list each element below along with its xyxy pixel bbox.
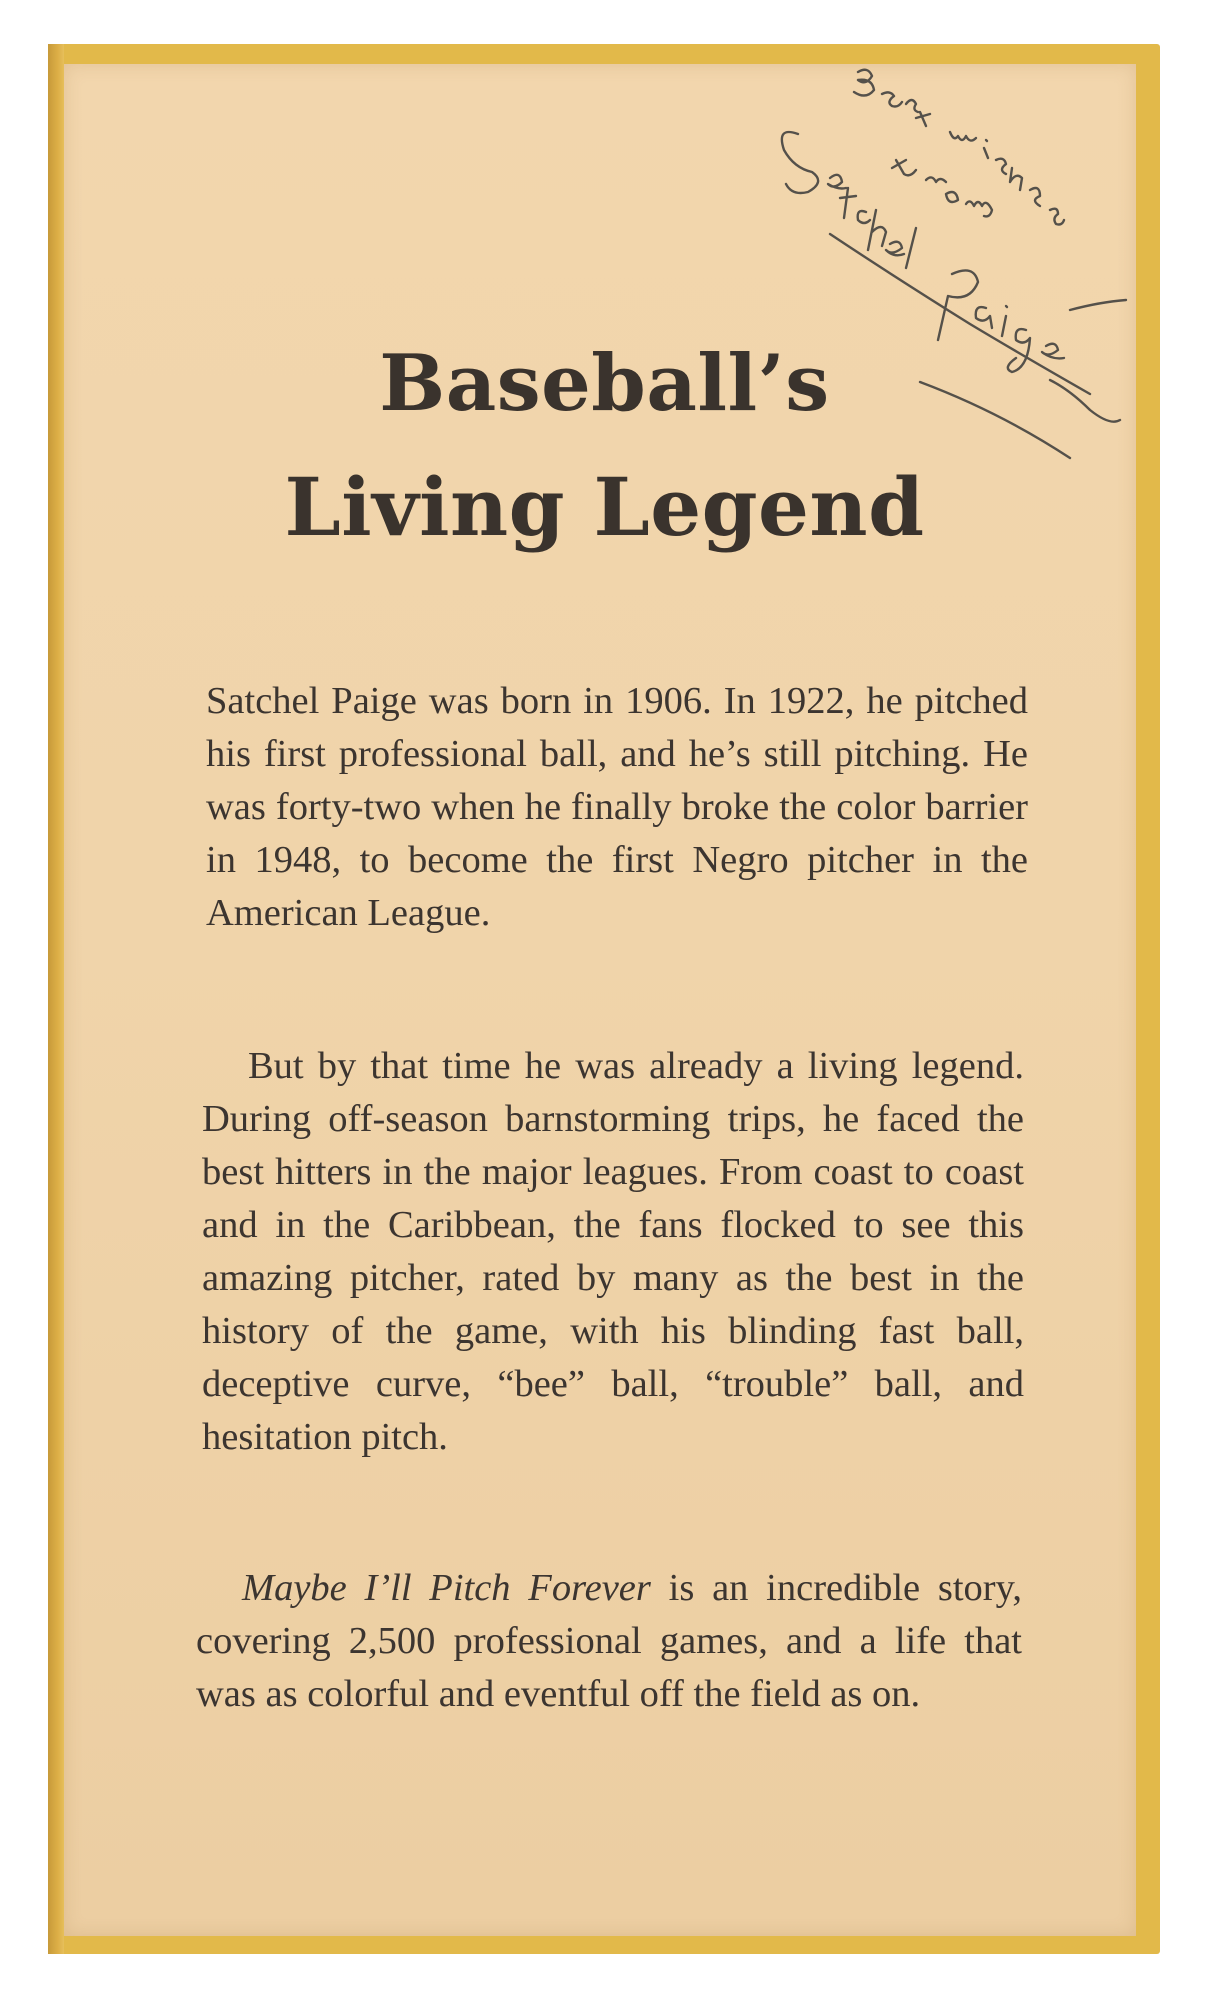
paragraph-3-text: is an incredible story, covering 2,500 professional games, and a life that was as colorful and eventful off the field as on. bbox=[196, 1567, 1022, 1715]
title-line-2: Living Legend bbox=[284, 460, 925, 554]
paragraph-1: Satchel Paige was born in 1906. In 1922, he pitched his first professional ball, and he’s still pitching. He was forty-two when he finally broke the color barrier in 1948, to become the first Negro pitcher in the American League. bbox=[206, 680, 1028, 934]
title-line-1: Baseball’s bbox=[379, 338, 830, 429]
paragraph-3 bbox=[196, 1562, 1022, 1721]
page-spine-edge bbox=[48, 44, 64, 1954]
book-title-italic: Maybe I’ll Pitch Forever bbox=[242, 1567, 651, 1609]
paragraph-2: But by that time he was already a living legend. During off-season barnstorming trips, he faced the best hitters in the major leagues. From coast to coast and in the Caribbean, the fans flocked to see this amazing pitcher, rated by many as the best in the history of the game, with his blinding fast ball, deceptive curve, “bee” ball, “trouble” ball, and hesitation pitch. bbox=[202, 1045, 1024, 1458]
handwritten-signature bbox=[740, 60, 1140, 490]
